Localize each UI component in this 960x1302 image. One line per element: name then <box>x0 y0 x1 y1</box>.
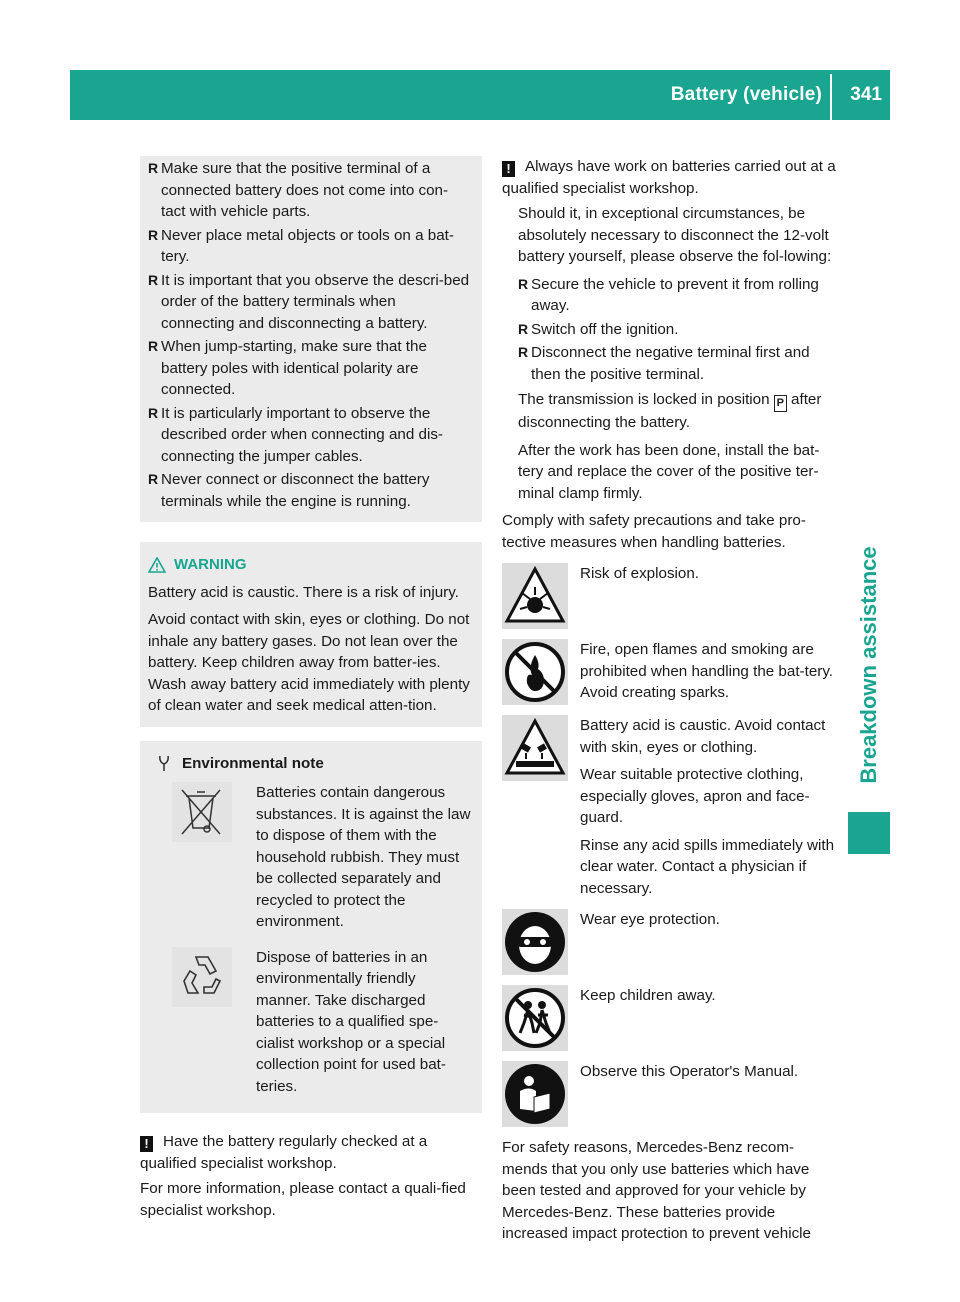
env-text-2: Dispose of batteries in an environmentally friendly manner. Take discharged batteries to a qualified spe-cialist workshop or a special collection point for used bat-teries. <box>256 948 446 1095</box>
left-column <box>140 156 482 1221</box>
workshop-notice-body <box>502 203 838 504</box>
symbol-row-children <box>502 985 838 1051</box>
list-item: R It is important that you observe the descri-bed order of the battery terminals when connecting and disconnecting a battery. <box>148 271 470 332</box>
lightbulb-icon <box>156 754 172 772</box>
transmission-note: The transmission is locked in position P after disconnecting the battery. <box>518 391 822 431</box>
environmental-note-title: Environmental note <box>182 754 324 772</box>
closing-paragraph: For safety reasons, Mercedes-Benz recom-mends that you only use batteries which have been tested and approved for your vehicle by Mercedes-Benz. These batteries provide increased impact protection to prevent vehicle <box>502 1139 811 1242</box>
warning-triangle-icon <box>148 557 166 573</box>
notice-block <box>140 1131 482 1221</box>
warning-text-2: Avoid contact with skin, eyes or clothing. Do not inhale any battery gases. Do not lean over the battery. Keep children away from batter-ies. Wash away battery acid immediately with plenty of clean water and seek medical atten-tion. <box>148 611 470 714</box>
warning-text-1: Battery acid is caustic. There is a risk of injury. <box>148 583 459 601</box>
list-item: R Never place metal objects or tools on a bat-tery. <box>148 226 454 265</box>
exclamation-icon: ! <box>502 161 515 177</box>
env-item <box>148 947 472 1098</box>
explosion-warning-icon <box>502 563 568 629</box>
park-position-symbol: P <box>774 395 787 412</box>
acid-text-1: Battery acid is caustic. Avoid contact with skin, eyes or clothing. <box>580 717 826 756</box>
symbol-row-manual <box>502 1061 838 1127</box>
symbol-row-explosion <box>502 563 838 629</box>
no-open-flame-icon <box>502 639 568 705</box>
section-side-tab <box>848 540 890 790</box>
list-item: R When jump-starting, make sure that the battery poles with identical polarity are connected. <box>148 338 427 398</box>
section-marker-box <box>848 812 890 854</box>
list-item: R Secure the vehicle to prevent it from rolling away. <box>518 275 819 314</box>
env-text-1: Batteries contain dangerous substances. It is against the law to dispose of them with the household rubbish. They must be collected separately and recycled to protect the environment. <box>256 784 471 930</box>
symbol-row-acid <box>502 715 838 899</box>
after-work-note: After the work has been done, install the bat-tery and replace the cover of the positive ter-minal clamp firmly. <box>518 441 820 502</box>
warning-heading <box>148 554 472 576</box>
safety-bullets-box <box>140 156 482 522</box>
read-manual-icon <box>502 1061 568 1127</box>
right-column <box>502 156 838 1245</box>
manual-text: Observe this Operator's Manual. <box>580 1063 799 1080</box>
notice-text-2: For more information, please contact a quali-fied specialist workshop. <box>140 1180 466 1219</box>
acid-text-block <box>580 715 838 899</box>
eye-text: Wear eye protection. <box>580 911 720 928</box>
environmental-note-box <box>140 741 482 1114</box>
list-item: R Switch off the ignition. <box>518 320 679 338</box>
flames-text: Fire, open flames and smoking are prohibited when handling the bat-tery. Avoid creating sparks. <box>580 641 834 701</box>
header-separator <box>830 74 832 120</box>
symbol-row-flames <box>502 639 838 705</box>
corrosive-warning-icon <box>502 715 568 781</box>
section-label: Breakdown assistance <box>856 546 881 784</box>
keep-children-away-icon <box>502 985 568 1051</box>
acid-text-2: Wear suitable protective clothing, especially gloves, apron and face-guard. <box>580 766 810 826</box>
symbol-row-eye <box>502 909 838 975</box>
children-text: Keep children away. <box>580 987 716 1004</box>
page-header <box>70 70 890 120</box>
list-item: R Make sure that the positive terminal of a connected battery does not come into con-tact with vehicle parts. <box>148 160 449 220</box>
page-number: 341 <box>850 84 882 105</box>
list-item: R It is particularly important to observe the described order when connecting and dis-connecting the jumper cables. <box>148 404 443 465</box>
warning-box <box>140 542 482 727</box>
comply-text: Comply with safety precautions and take pro-tective measures when handling batteries. <box>502 512 806 551</box>
notice-paragraph: Should it, in exceptional circumstances, be absolutely necessary to disconnect the 12-volt battery yourself, please observe the fol-lowing: <box>518 205 832 265</box>
warning-title: WARNING <box>174 556 247 573</box>
eye-protection-icon <box>502 909 568 975</box>
exclamation-icon: ! <box>140 1136 153 1152</box>
crossed-out-bin-icon <box>172 782 232 842</box>
list-item: R Never connect or disconnect the battery terminals while the engine is running. <box>148 471 430 510</box>
recycling-icon <box>172 947 232 1007</box>
notice-text-1: ! Have the battery regularly checked at a qualified specialist workshop. <box>140 1133 428 1172</box>
env-item <box>148 782 472 933</box>
acid-text-3: Rinse any acid spills immediately with clear water. Contact a physician if necessary. <box>580 836 835 897</box>
list-item: R Disconnect the negative terminal first and then the positive terminal. <box>518 344 810 383</box>
explosion-text: Risk of explosion. <box>580 565 700 582</box>
header-title: Battery (vehicle) <box>670 84 822 105</box>
workshop-notice: ! Always have work on batteries carried out at a qualified specialist workshop. <box>502 158 836 197</box>
environmental-note-heading <box>156 753 472 775</box>
